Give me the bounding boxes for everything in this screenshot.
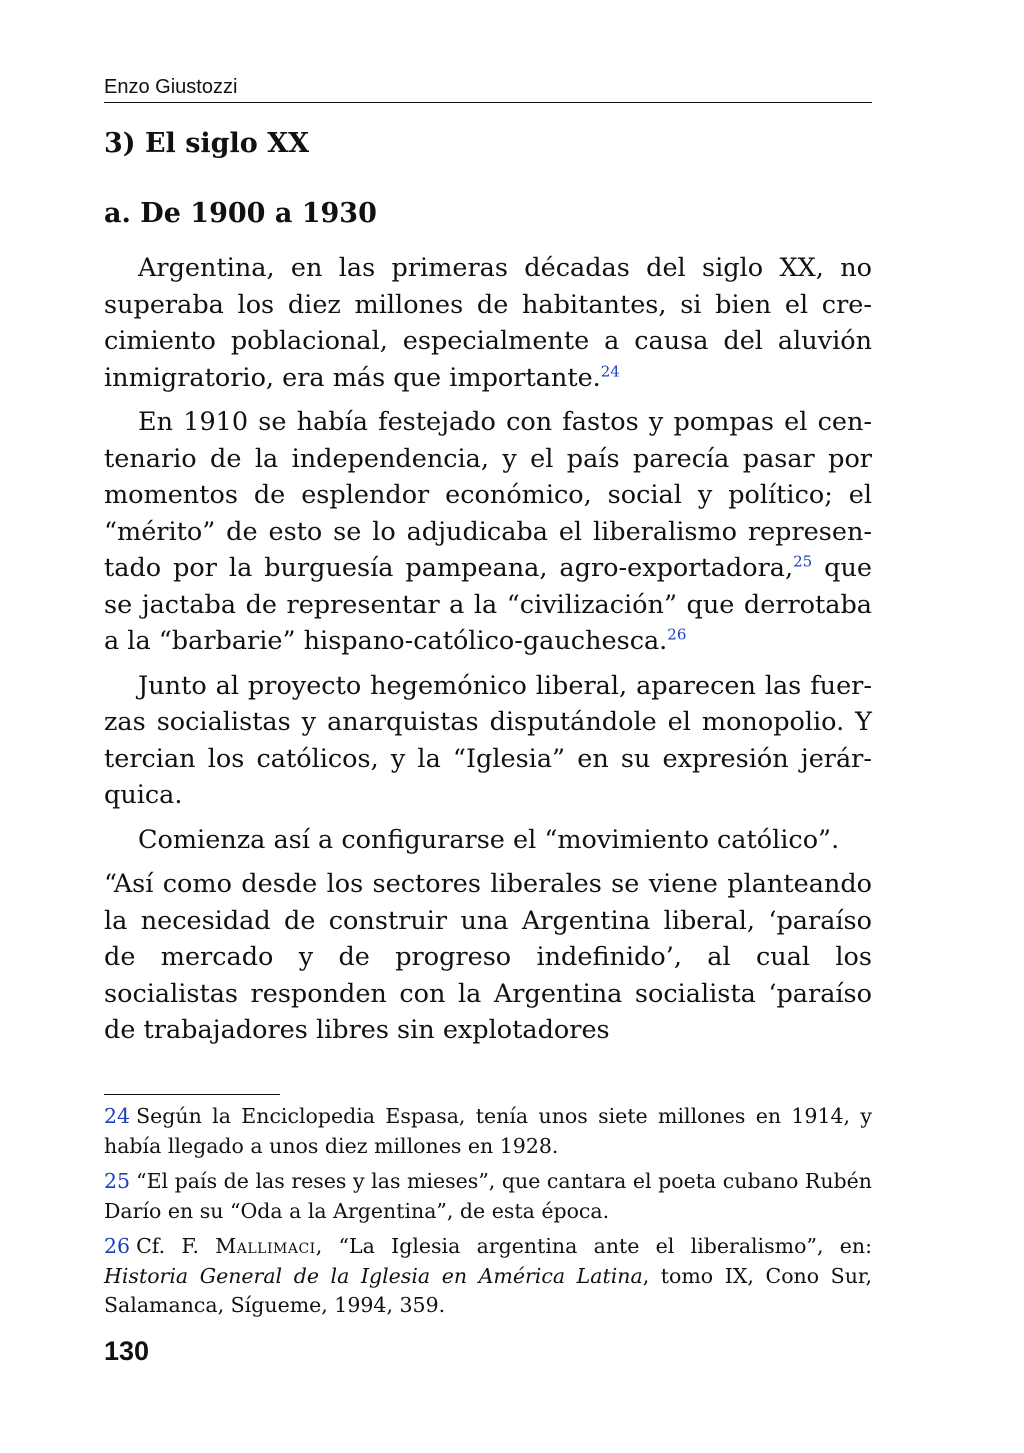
subsection-title: a. De 1900 a 1930 (104, 198, 377, 229)
block-quote: “Así como desde los sectores liberales se viene planteando la necesidad de construir una Argentina liberal, ‘paraíso de mercado y de progreso indefinido’, al cual los socialistas responden con la Argentina socialista ‘paraíso de trabajadores libres sin explotadores (104, 869, 872, 1045)
body-text (104, 250, 872, 1057)
paragraph-3: Junto al proyecto hegemónico liberal, aparecen las fuerzas socialistas y anarquistas disputándole el monopolio. Y tercian los católicos, y la “Iglesia” en su expresión jerárquica. (104, 670, 872, 810)
footnote-article-title: , “La Iglesia argentina ante el liberalismo”, en: (315, 1234, 872, 1258)
footnote-divider (104, 1094, 280, 1095)
footnote-rest: , tomo IX, Cono Sur, Salamanca, Sígueme, 1994, 359. (104, 1263, 872, 1317)
footnote-text: “El país de las reses y las mieses”, que cantara el poeta cubano Rubén Darío en su “Oda a la Argentina”, de esta época. (104, 1169, 872, 1223)
section-title: 3) El siglo XX (104, 128, 310, 159)
footnote-ref-25[interactable]: 25 (793, 552, 813, 571)
footnotes (104, 1102, 872, 1327)
footnote-prefix: Cf. F. (136, 1234, 216, 1258)
footnote-25 (104, 1167, 872, 1226)
paragraph-1-text: Argentina, en las primeras décadas del siglo XX, no superaba los diez millones de habitantes, si bien el crecimiento poblacional, especialmente a causa del aluvión inmigratorio, era más que importante. (104, 253, 872, 393)
paragraph-1 (104, 250, 872, 396)
footnote-ref-24[interactable]: 24 (600, 362, 620, 380)
footnote-ref-26[interactable]: 26 (667, 625, 687, 644)
paragraph-4: Comienza así a configurarse el “movimiento católico”. (138, 824, 840, 855)
footnote-author: Mallimaci (215, 1234, 316, 1258)
paragraph-2-text-a: En 1910 se había festejado con fastos y pompas el centenario de la independencia, y el país parecía pasar por momentos de esplendor económico, social y político; el “mérito” de esto se lo adjudicaba el liberalismo representado por la burguesía pampeana, agro-exportadora, (104, 407, 872, 583)
footnote-book-title: Historia General de la Iglesia en América Latina (104, 1263, 643, 1288)
running-header-author: Enzo Giustozzi (104, 76, 872, 103)
paragraph-2 (104, 404, 872, 660)
footnote-text: Según la Enciclopedia Espasa, tenía unos siete millones en 1914, y había llegado a unos diez millones en 1928. (104, 1104, 872, 1158)
footnote-number[interactable]: 25 (104, 1169, 131, 1193)
footnote-24 (104, 1102, 872, 1161)
footnote-26 (104, 1232, 872, 1321)
paragraph-2-text-b: que se jactaba de representar a la “civilización” que derrotaba a la “barbarie” hispano-católico-gauchesca. (104, 553, 872, 656)
footnote-number[interactable]: 26 (104, 1234, 131, 1258)
footnote-number[interactable]: 24 (104, 1104, 131, 1128)
page-number: 130 (104, 1336, 150, 1366)
